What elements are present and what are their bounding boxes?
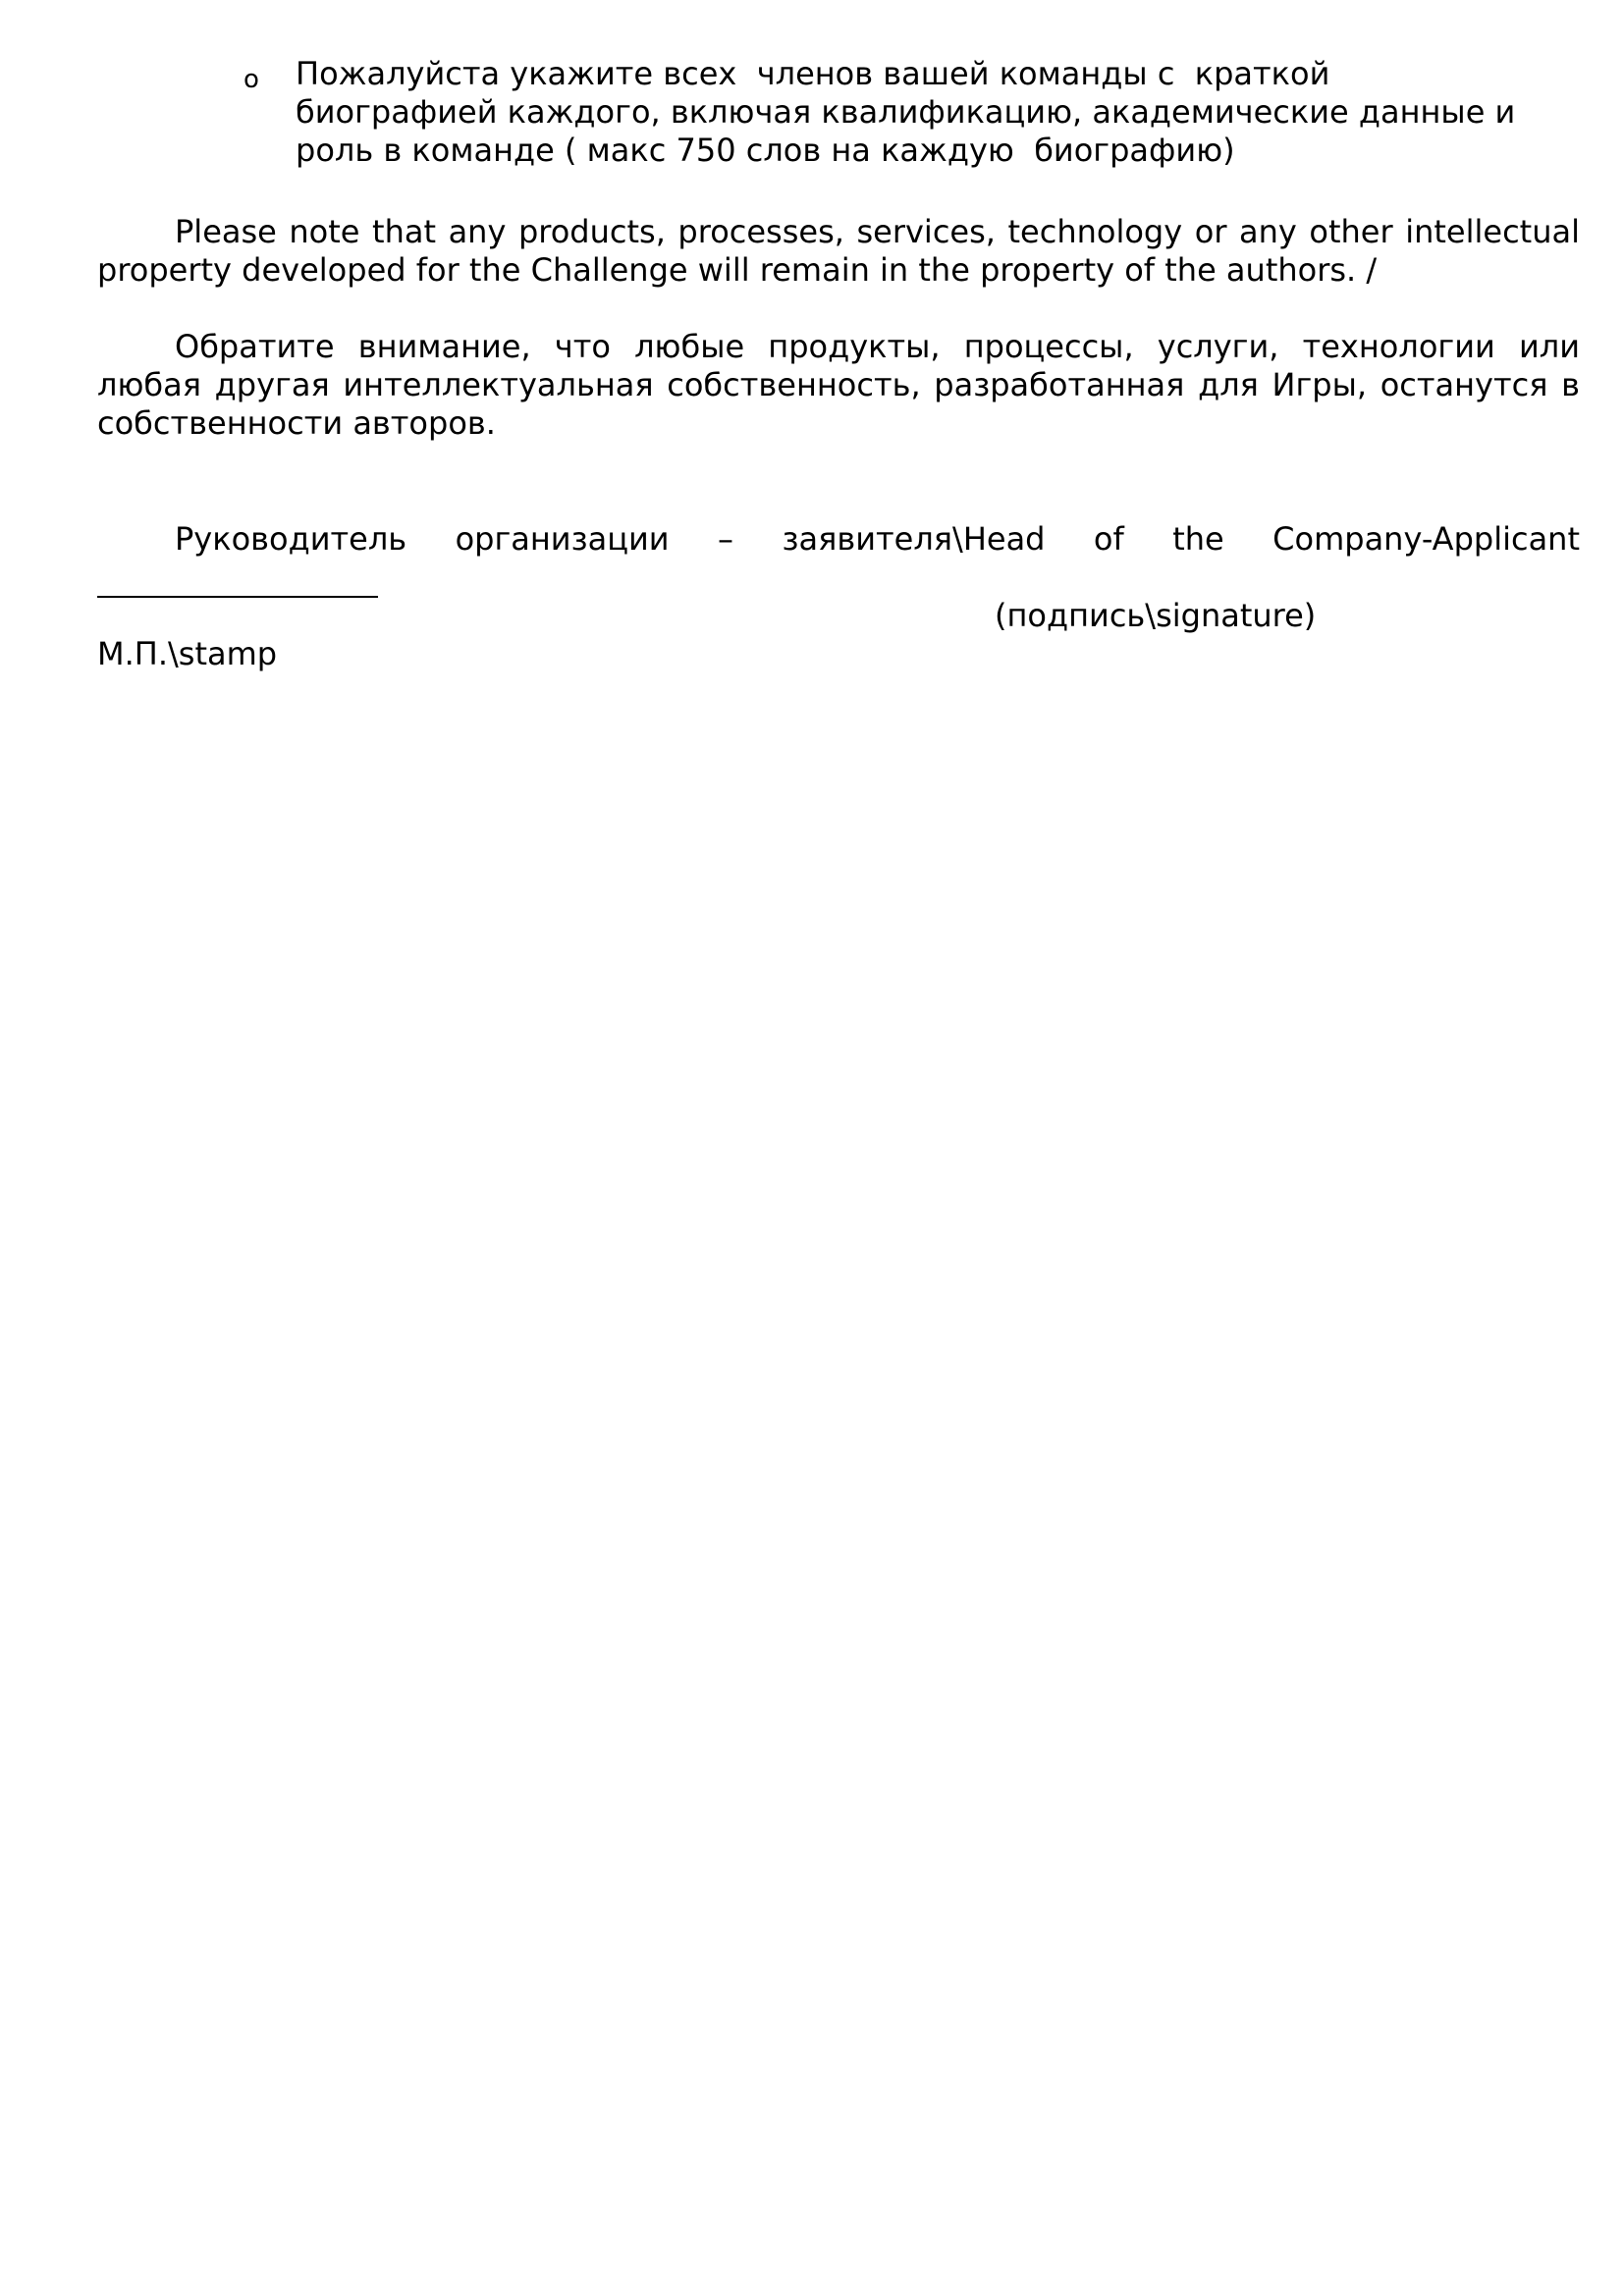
stamp-label: М.П.\stamp [97,635,278,672]
head-of-company-label: Руководитель организации – заявителя\Head of the Company-Applicant [175,520,1580,558]
team-bio-instruction [296,55,1572,170]
team-bio-instruction-line-1: Пожалуйста укажите всех членов вашей команды с краткой [296,55,1330,92]
ip-note-russian: Обратите внимание, что любые продукты, процессы, услуги, технологии или любая другая интеллектуальная собственность, разработанная для Игры, останутся в собственности авторов. [97,328,1580,442]
hollow-circle-bullet-icon: o [243,65,259,94]
ip-note-english: Please note that any products, processes, services, technology or any other intellectual property developed for the Challenge will remain in the property of the authors. / [97,213,1580,289]
signature-caption: (подпись\signature) [995,597,1317,634]
team-bio-instruction-line-2: биографией каждого, включая квалификацию, академические данные и [296,93,1516,131]
team-bio-instruction-line-3: роль в команде ( макс 750 слов на каждую биографию) [296,132,1235,169]
signature-blank-line [97,596,378,598]
